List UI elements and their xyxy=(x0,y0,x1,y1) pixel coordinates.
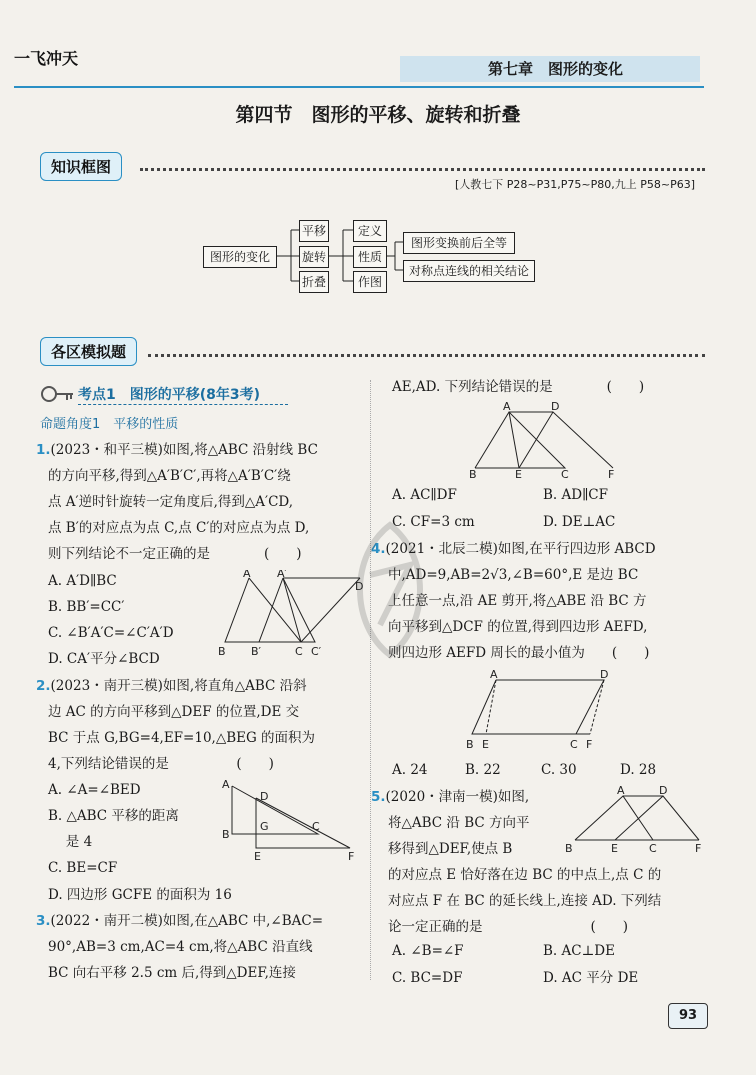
svg-text:D: D xyxy=(355,580,364,593)
knowledge-tag: 知识框图 xyxy=(40,152,122,181)
question-text: (2023・南开三模)如图,将直角△ABC 沿斜 xyxy=(50,678,307,694)
chapter-title: 第七章 图形的变化 xyxy=(488,60,624,78)
option-b: B. BB′=CC′ xyxy=(48,599,125,615)
question-text: 点 A′逆时针旋转一定角度后,得到△A′CD, xyxy=(48,494,294,510)
question-text: BC 向右平移 2.5 cm 后,得到△DEF,连接 xyxy=(48,965,296,981)
svg-text:E: E xyxy=(254,850,261,863)
svg-text:C′: C′ xyxy=(311,645,322,658)
svg-text:D: D xyxy=(600,668,609,681)
svg-text:C: C xyxy=(295,645,303,658)
question-text: (2021・北辰二模)如图,在平行四边形 ABCD xyxy=(385,541,656,557)
question-text: 边 AC 的方向平移到△DEF 的位置,DE 交 xyxy=(48,704,300,720)
svg-text:D: D xyxy=(260,790,269,803)
option-d: D. DE⊥AC xyxy=(543,514,616,530)
question-text: 点 B′的对应点为点 C,点 C′的对应点为点 D, xyxy=(48,520,310,536)
section-title: 第四节 图形的平移、旋转和折叠 xyxy=(235,104,521,126)
textbook-reference: [人教七下 P28~P31,P75~P80,九上 P58~P63] xyxy=(455,178,696,191)
option-d: D. 四边形 GCFE 的面积为 16 xyxy=(48,887,232,903)
header-divider xyxy=(14,86,704,88)
diagram-aspect-construction: 作图 xyxy=(353,271,387,293)
question-text: 的方向平移,得到△A′B′C′,再将△A′B′C′绕 xyxy=(48,468,291,484)
question-text: BC 于点 G,BG=4,EF=10,△BEG 的面积为 xyxy=(48,730,316,746)
kaodian-heading: 考点1 图形的平移(8年3考) xyxy=(78,387,261,403)
question-number: 4. xyxy=(371,541,386,557)
question-text: 4,下列结论错误的是 ( ) xyxy=(48,756,274,772)
question-text: 上任意一点,沿 AE 剪开,将△ABE 沿 BC 方 xyxy=(388,593,647,609)
column-divider xyxy=(370,380,371,980)
option-d: D. AC 平分 DE xyxy=(543,970,639,986)
figure-q3 xyxy=(465,400,625,480)
svg-text:B: B xyxy=(222,828,230,841)
question-text: 则下列结论不一定正确的是 ( ) xyxy=(48,546,302,562)
diagram-result-congruent: 图形变换前后全等 xyxy=(403,232,515,254)
diagram-aspect-property: 性质 xyxy=(353,246,387,268)
option-b: B. 22 xyxy=(465,762,501,778)
option-c: C. ∠B′A′C=∠C′A′D xyxy=(48,625,174,641)
option-d: D. CA′平分∠BCD xyxy=(48,651,160,667)
question-3 xyxy=(36,908,323,934)
option-d: D. 28 xyxy=(620,762,657,778)
svg-text:A′: A′ xyxy=(277,570,288,580)
question-text: AE,AD. 下列结论错误的是 ( ) xyxy=(392,379,645,395)
question-text: 的对应点 E 恰好落在边 BC 的中点上,点 C 的 xyxy=(388,867,662,883)
svg-text:E: E xyxy=(482,738,489,751)
question-1 xyxy=(36,437,318,463)
question-text: 则四边形 AEFD 周长的最小值为 ( ) xyxy=(388,645,650,661)
option-b: B. AD∥CF xyxy=(543,487,609,503)
figure-q2 xyxy=(220,778,360,863)
svg-text:C: C xyxy=(570,738,578,751)
svg-text:B: B xyxy=(218,645,226,658)
option-c: C. BE=CF xyxy=(48,860,118,876)
question-text: 90°,AB=3 cm,AC=4 cm,将△ABC 沿直线 xyxy=(48,939,313,955)
option-a: A. A′D∥BC xyxy=(48,573,117,589)
svg-text:A: A xyxy=(617,784,625,797)
question-2 xyxy=(36,673,307,699)
svg-text:E: E xyxy=(515,468,522,480)
brand-logo: 一飞冲天 xyxy=(14,49,79,68)
diagram-root: 图形的变化 xyxy=(203,246,277,268)
question-text: 中,AD=9,AB=2√3,∠B=60°,E 是边 BC xyxy=(388,567,639,583)
svg-text:A: A xyxy=(503,400,511,413)
question-number: 3. xyxy=(36,913,51,929)
option-c: C. BC=DF xyxy=(392,970,463,986)
question-text: (2023・和平三模)如图,将△ABC 沿射线 BC xyxy=(50,442,318,458)
svg-text:D: D xyxy=(659,784,668,797)
svg-text:B: B xyxy=(466,738,474,751)
diagram-op-fold: 折叠 xyxy=(299,271,329,293)
svg-text:E: E xyxy=(611,842,618,854)
diagram-op-rotate: 旋转 xyxy=(299,246,329,268)
svg-text:C: C xyxy=(312,820,320,833)
svg-text:C: C xyxy=(649,842,657,854)
key-icon xyxy=(40,383,74,405)
page-number: 93 xyxy=(668,1003,708,1029)
question-5 xyxy=(371,784,529,810)
svg-text:D: D xyxy=(551,400,560,413)
svg-text:F: F xyxy=(695,842,702,854)
svg-text:F: F xyxy=(608,468,615,480)
question-number: 1. xyxy=(36,442,51,458)
option-b-cont: 是 4 xyxy=(48,834,93,850)
svg-text:F: F xyxy=(348,850,355,863)
diagram-op-translate: 平移 xyxy=(299,220,329,242)
question-text: 向平移到△DCF 的位置,得到四边形 AEFD, xyxy=(388,619,648,635)
svg-text:B: B xyxy=(565,842,573,854)
option-b: B. △ABC 平移的距离 xyxy=(48,808,179,824)
svg-text:B′: B′ xyxy=(251,645,262,658)
figure-q5 xyxy=(565,782,715,854)
watermark-logo xyxy=(330,515,450,665)
angle-heading: 命题角度1 平移的性质 xyxy=(40,417,179,432)
svg-text:A: A xyxy=(490,668,498,681)
question-number: 5. xyxy=(371,789,386,805)
option-b: B. AC⊥DE xyxy=(543,943,615,959)
svg-text:F: F xyxy=(586,738,593,751)
question-text: (2020・津南一模)如图, xyxy=(385,789,530,805)
question-text: 论一定正确的是 ( ) xyxy=(388,919,629,935)
question-text: 对应点 F 在 BC 的延长线上,连接 AD. 下列结 xyxy=(388,893,662,909)
option-c: C. CF=3 cm xyxy=(392,514,475,530)
kaodian-underline xyxy=(78,404,288,405)
dotted-rule xyxy=(140,168,705,171)
option-a: A. ∠B=∠F xyxy=(392,943,464,959)
option-a: A. 24 xyxy=(392,762,428,778)
practice-tag: 各区模拟题 xyxy=(40,337,137,366)
option-a: A. AC∥DF xyxy=(392,487,457,503)
svg-text:A: A xyxy=(243,570,251,580)
question-text: 将△ABC 沿 BC 方向平 xyxy=(388,815,530,831)
diagram-result-symmetric: 对称点连线的相关结论 xyxy=(403,260,535,282)
option-a: A. ∠A=∠BED xyxy=(48,782,141,798)
figure-q4 xyxy=(462,668,612,752)
svg-text:C: C xyxy=(561,468,569,480)
svg-text:G: G xyxy=(260,820,269,833)
question-number: 2. xyxy=(36,678,51,694)
svg-text:A: A xyxy=(222,778,230,791)
option-c: C. 30 xyxy=(541,762,577,778)
question-text: 移得到△DEF,使点 B xyxy=(388,841,513,857)
question-text: (2022・南开二模)如图,在△ABC 中,∠BAC= xyxy=(50,913,324,929)
diagram-aspect-definition: 定义 xyxy=(353,220,387,242)
dotted-rule xyxy=(148,354,705,357)
svg-text:B: B xyxy=(469,468,477,480)
